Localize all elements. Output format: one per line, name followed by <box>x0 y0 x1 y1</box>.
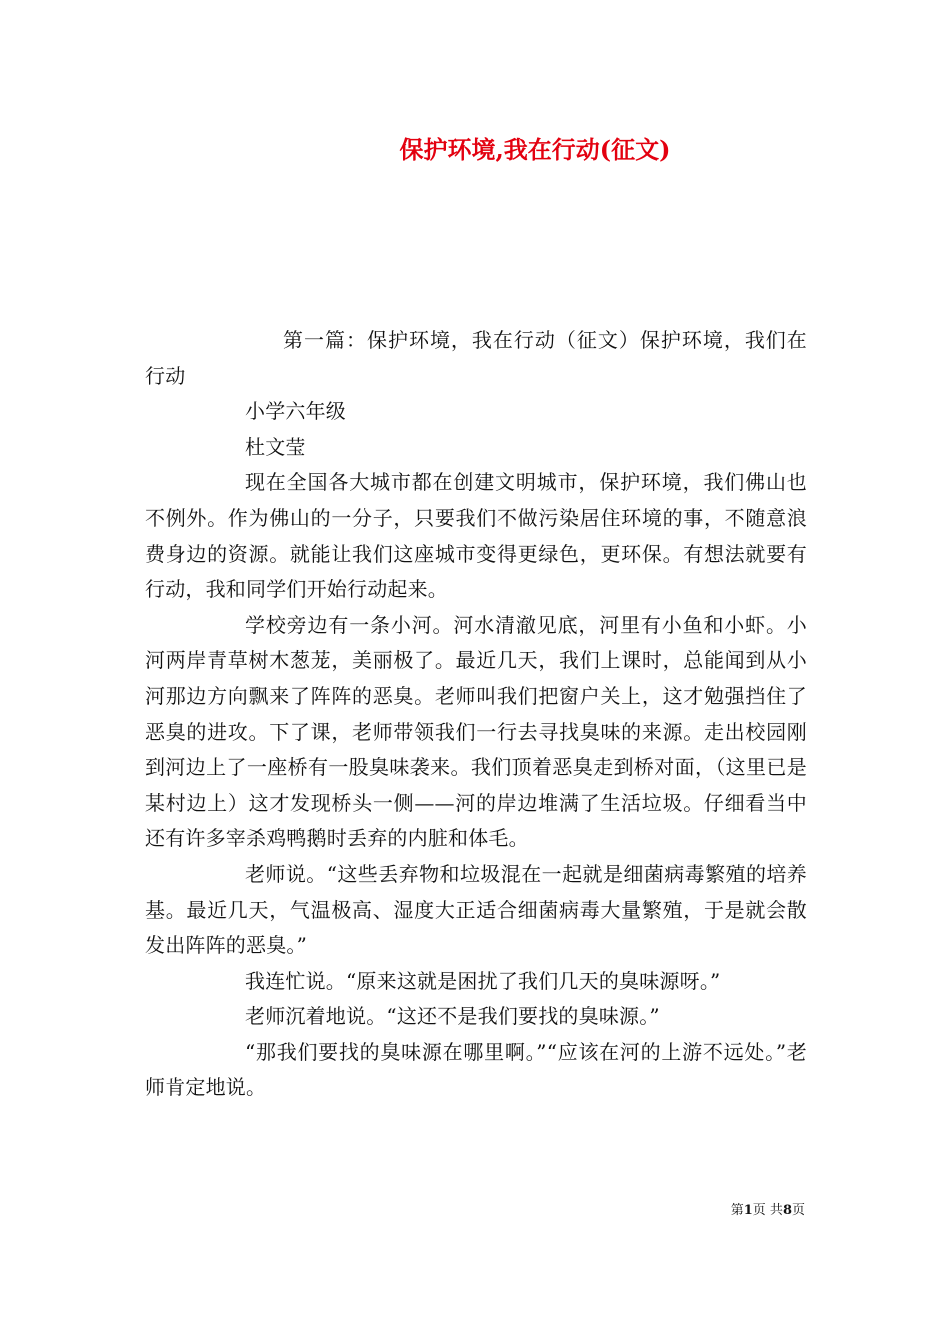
footer-middle: 页 共 <box>752 1203 783 1218</box>
document-title: 保护环境,我在行动(征文) <box>399 135 671 164</box>
paragraph: 我连忙说。“原来这就是困扰了我们几天的臭味源呀。” <box>245 968 721 993</box>
paragraph-author: 杜文莹 <box>245 434 306 459</box>
paragraph: 老师沉着地说。“这还不是我们要找的臭味源。” <box>245 1004 660 1029</box>
paragraph: 学校旁边有一条小河。河水清澈见底，河里有小鱼和小虾。小河两岸青草树木葱茏，美丽极了。最近几天，我们上课时，总能闻到从小河那边方向飘来了阵阵的恶臭。老师叫我们把窗户关上，这才勉强挡住了恶臭的进攻。下了课，老师带领我们一行去寻找臭味的来源。走出校园刚到河边上了一座桥有一股臭味袭来。我们顶着恶臭走到桥对面，（这里已是某村边上）这才发现桥头一侧——河的岸边堆满了生活垃圾。仔细看当中还有许多宰杀鸡鸭鹅时丢弃的内脏和体毛。 <box>145 612 807 851</box>
footer-suffix: 页 <box>791 1203 805 1218</box>
paragraph-heading: 第一篇：保护环境，我在行动（征文）保护环境，我们在行动 <box>145 328 807 388</box>
footer-total-pages: 8 <box>782 1203 792 1218</box>
paragraph: 现在全国各大城市都在创建文明城市，保护环境，我们佛山也不例外。作为佛山的一分子，只要我们不做污染居住环境的事，不随意浪费身边的资源。就能让我们这座城市变得更绿色，更环保。有想法就要有行动，我和同学们开始行动起来。 <box>145 470 807 602</box>
paragraph-grade: 小学六年级 <box>245 399 346 424</box>
paragraph: “那我们要找的臭味源在哪里啊。”“应该在河的上游不远处。”老师肯定地说。 <box>145 1039 807 1100</box>
document-body <box>145 323 807 1106</box>
footer-prefix: 第 <box>730 1203 744 1218</box>
footer-page-number: 1 <box>743 1203 753 1218</box>
page-footer <box>660 1202 805 1220</box>
paragraph: 老师说。“这些丢弃物和垃圾混在一起就是细菌病毒繁殖的培养基。最近几天，气温极高、湿度大正适合细菌病毒大量繁殖，于是就会散发出阵阵的恶臭。” <box>145 861 807 958</box>
